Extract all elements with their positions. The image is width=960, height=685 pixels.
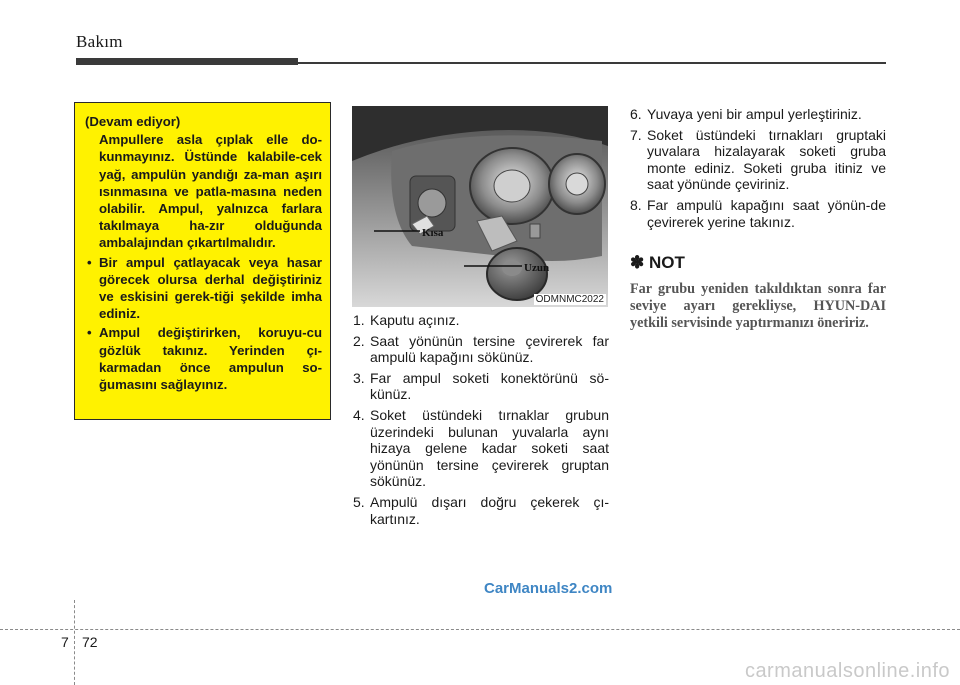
chapter-number: 7: [61, 634, 69, 650]
note-heading: ✽ NOT: [630, 253, 685, 272]
headlamp-figure: [352, 106, 608, 307]
warning-continued-label: (Devam ediyor): [85, 114, 181, 129]
bullet-dot-icon: •: [87, 254, 92, 270]
bullet-dot-icon: •: [87, 325, 92, 341]
footer-vertical-divider: [74, 600, 75, 685]
steps-list: [630, 106, 886, 230]
header-rule-thick: [76, 58, 298, 65]
page-header-title: Bakım: [76, 32, 123, 51]
steps-right-column: [630, 106, 886, 234]
footer-divider: [0, 629, 960, 630]
warning-paragraph: Ampullere asla çıplak elle do-kunmayınız. Üstünde kalabile-cek yağ, ampulün yandığı za-man aşırı ısınmasına ve patla-masına neden olabilir. Ampul, yalnızca farlara takılmaya ha-zır olduğunda ambalajından çıkartılmalıdır.: [99, 132, 322, 251]
step-item: 1. Kaputu açınız.: [353, 312, 460, 328]
figure-code: ODMNMC2022: [535, 294, 604, 305]
warning-box: [74, 102, 331, 420]
warning-bullet-item: • Bir ampul çatlayacak veya hasar görecek olursa derhal değiştiriniz ve eskisini gerek-tiği şekilde imha ediniz.: [87, 254, 322, 322]
step-item: 6. Yuvaya yeni bir ampul yerleştiriniz.: [630, 106, 862, 122]
warning-bullet-item: • Ampul değiştirirken, koruyu-cu gözlük takınız. Yerinden çı-karmadan önce ampulun so-ğumasını sağlayınız.: [87, 325, 322, 393]
headlamp-photo: [352, 106, 608, 307]
step-item: 5. Ampulü dışarı doğru çekerek çı-kartınız.: [353, 493, 609, 527]
step-item: 7. Soket üstündeki tırnakları gruptaki yuvalara hizalayarak soketi gruba monte ediniz. Soketi gruba itiniz ve saat yönünde çeviriniz.: [630, 126, 886, 193]
step-item: 3. Far ampul soketi konektörünü sö-künüz.: [353, 369, 609, 403]
figure-label-long: Uzun: [524, 262, 550, 274]
site-watermark: carmanualsonline.info: [744, 660, 950, 682]
header-rule-thin: [298, 62, 886, 64]
step-item: 8. Far ampulü kapağını saat yönün-de çevirerek yerine takınız.: [630, 196, 886, 230]
steps-list: [353, 312, 609, 527]
steps-left-column: [353, 312, 609, 531]
step-item: 4. Soket üstündeki tırnaklar grubun üzerindeki bulunan yuvalarla aynı hizaya gelene kadar soketi saat yönünün tersine çevirerek gruptan sökünüz.: [353, 406, 609, 490]
note-text: Far grubu yeniden takıldıktan sonra far seviye ayarı gerekliyse, HYUN-DAI yetkili servisinde yaptırmanızı öneririz.: [630, 281, 886, 331]
warning-bullet-list: [85, 254, 322, 394]
step-item: 2. Saat yönünün tersine çevirerek far ampulü kapağını sökünüz.: [353, 332, 609, 366]
page-number: 72: [82, 634, 98, 650]
watermark-link[interactable]: CarManuals2.com: [484, 580, 613, 597]
figure-label-short: Kısa: [422, 227, 444, 239]
